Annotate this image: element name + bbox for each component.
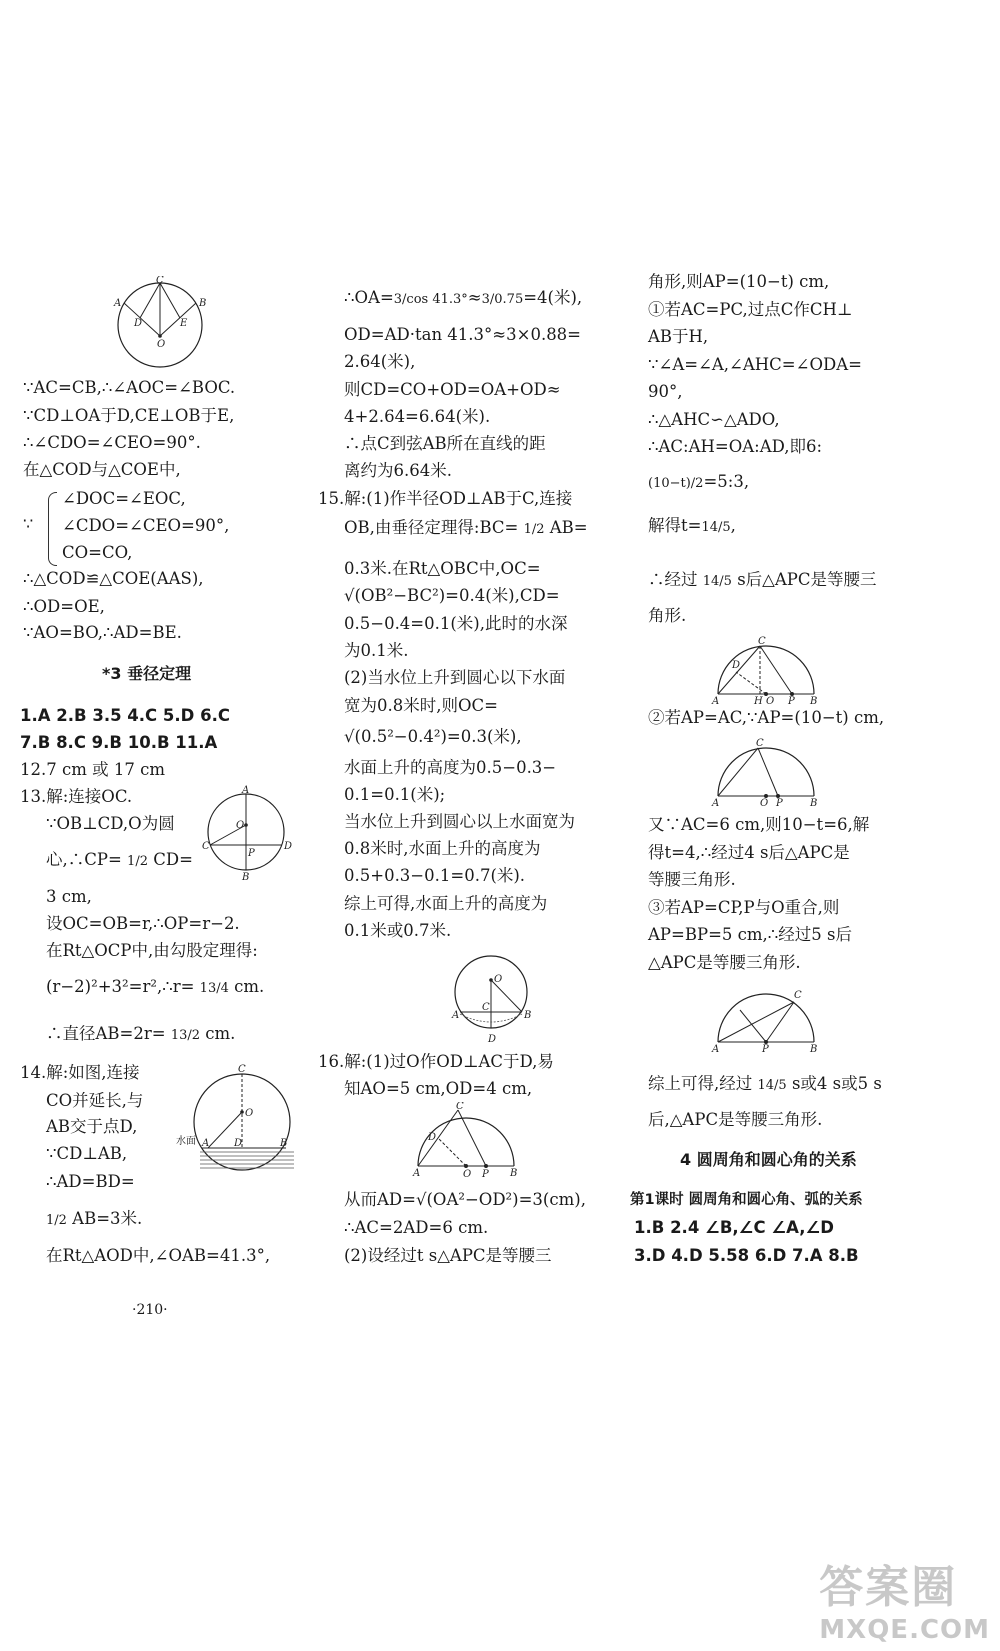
- watermark-logo: 答案圈 MXQE.COM: [819, 1562, 990, 1645]
- c3-line1: 角形,则AP=(10−t) cm,: [648, 272, 830, 291]
- svg-text:A: A: [413, 1168, 421, 1178]
- q13-line5: 设OC=OB=r,∴OP=r−2.: [46, 914, 240, 933]
- q16-line4: ∴AC=2AD=6 cm.: [344, 1218, 489, 1237]
- svg-text:O: O: [236, 820, 245, 831]
- svg-text:A: A: [712, 696, 720, 704]
- answers-row1: 1.A 2.B 3.5 4.C 5.D 6.C: [20, 706, 230, 725]
- svg-text:C: C: [156, 276, 164, 286]
- c1-line9: ∴OD=OE,: [23, 597, 105, 616]
- c3-line11: 角形.: [648, 606, 687, 625]
- q16-line5: (2)设经过t s△APC是等腰三: [344, 1246, 552, 1265]
- c3-line14: 得t=4,∴经过4 s后△APC是: [648, 843, 850, 862]
- svg-text:O: O: [494, 974, 503, 985]
- q15-line8: 宽为0.8米时,则OC=: [344, 696, 498, 715]
- svg-text:A: A: [242, 785, 250, 796]
- c2-line6: ∴点C到弦AB所在直线的距: [344, 434, 546, 453]
- q13-line6: 在Rt△OCP中,由勾股定理得:: [46, 941, 258, 960]
- q15-line13: 0.8米时,水面上升的高度为: [344, 839, 541, 858]
- figure-c3-case1: [710, 632, 830, 704]
- c3-line19: 综上可得,经过 14/5 s或4 s或5 s: [648, 1074, 882, 1093]
- c1-line8: ∴△COD≌△COE(AAS),: [23, 569, 204, 588]
- q16-line1: 16.解:(1)过O作OD⊥AC于D,易: [318, 1052, 554, 1071]
- svg-text:B: B: [510, 1168, 518, 1178]
- answers-row3: 12.7 cm 或 17 cm: [20, 760, 165, 779]
- c3-line6: ∴△AHC∽△ADO,: [648, 410, 780, 429]
- figure-c3-case2: [710, 734, 830, 806]
- c2-line7: 离约为6.64米.: [344, 461, 452, 480]
- page-number: ·210·: [132, 1302, 168, 1318]
- svg-text:C: C: [238, 1064, 246, 1075]
- q13-line8: ∴直径AB=2r= 13/2 cm.: [46, 1024, 236, 1043]
- svg-text:P: P: [788, 696, 795, 704]
- q15-line14: 0.5+0.3−0.1=0.7(米).: [344, 866, 526, 885]
- svg-text:D: D: [428, 1132, 437, 1143]
- q14-line6: 1/2 AB=3米.: [46, 1209, 143, 1228]
- svg-text:B: B: [810, 1044, 818, 1052]
- svg-text:O: O: [245, 1108, 254, 1119]
- q14-line1: 14.解:如图,连接: [20, 1063, 140, 1082]
- c3-line8: (10−t)/2=5:3,: [648, 472, 750, 491]
- c3-answers-row1: 1.B 2.4 ∠B,∠C ∠A,∠D: [634, 1218, 834, 1237]
- q15-line16: 0.1米或0.7米.: [344, 921, 452, 940]
- svg-text:A: A: [202, 1138, 210, 1149]
- q15-line12: 当水位上升到圆心以上水面宽为: [344, 812, 575, 831]
- svg-text:H: H: [754, 696, 763, 704]
- figure-q16-semicircle: [412, 1102, 522, 1178]
- q15-line2: OB,由垂径定理得:BC= 1/2 AB=: [344, 518, 588, 537]
- brace-left: [48, 492, 57, 566]
- figure-q15-circle: [446, 950, 536, 1045]
- svg-text:D: D: [488, 1034, 497, 1045]
- c1-line7: CO=CO,: [62, 543, 133, 562]
- svg-text:C: C: [456, 1102, 464, 1112]
- c3-line12: ②若AP=AC,∵AP=(10−t) cm,: [648, 708, 885, 727]
- c1-line1: ∵AC=CB,∴∠AOC=∠BOC.: [23, 378, 236, 397]
- c3-line2: ①若AC=PC,过点C作CH⊥: [648, 300, 853, 319]
- q16-line3: 从而AD=√(OA²−OD²)=3(cm),: [344, 1190, 586, 1209]
- svg-text:P: P: [482, 1169, 489, 1178]
- svg-text:O: O: [157, 339, 166, 350]
- q15-line6: 为0.1米.: [344, 641, 409, 660]
- q15-line9: √(0.5²−0.4²)=0.3(米),: [344, 727, 522, 746]
- lesson-1-title: 第1课时 圆周角和圆心角、弧的关系: [630, 1192, 863, 1208]
- q14-line4: ∵CD⊥AB,: [46, 1144, 128, 1163]
- svg-text:A: A: [452, 1010, 460, 1021]
- c1-line3: ∴∠CDO=∠CEO=90°.: [23, 433, 201, 452]
- c3-line16: ③若AP=CP,P与O重合,则: [648, 898, 840, 917]
- figure-circle-cde: [110, 276, 220, 371]
- water-label: 水面: [176, 1136, 196, 1147]
- c3-line20: 后,△APC是等腰三角形.: [648, 1110, 823, 1129]
- svg-text:C: C: [482, 1002, 490, 1013]
- c1-line4: 在△COD与△COE中,: [23, 460, 181, 479]
- c3-line10: ∴经过 14/5 s后△APC是等腰三: [648, 570, 877, 589]
- svg-text:A: A: [712, 1044, 720, 1052]
- svg-text:A: A: [114, 298, 122, 309]
- c3-line17: AP=BP=5 cm,∴经过5 s后: [648, 925, 852, 944]
- svg-text:B: B: [199, 298, 207, 309]
- svg-text:O: O: [766, 696, 775, 704]
- c3-line5: 90°,: [648, 382, 683, 401]
- svg-text:P: P: [776, 798, 783, 806]
- q15-line7: (2)当水位上升到圆心以下水面: [344, 668, 566, 687]
- c2-line4: 则CD=CO+OD=OA+OD≈: [344, 380, 561, 399]
- q13-line3: 心,∴CP= 1/2 CD=: [46, 850, 193, 869]
- c3-line15: 等腰三角形.: [648, 870, 736, 889]
- svg-text:D: D: [234, 1138, 243, 1149]
- svg-text:C: C: [758, 636, 766, 647]
- q15-line3: 0.3米.在Rt△OBC中,OC=: [344, 559, 541, 578]
- c3-line18: △APC是等腰三角形.: [648, 953, 801, 972]
- brace-because: ∵: [23, 514, 34, 533]
- svg-text:B: B: [280, 1138, 288, 1149]
- c1-line10: ∵AO=BO,∴AD=BE.: [23, 623, 182, 642]
- q15-line10: 水面上升的高度为0.5−0.3−: [344, 758, 557, 777]
- svg-text:C: C: [202, 841, 210, 852]
- c1-line6: ∠CDO=∠CEO=90°,: [62, 516, 230, 535]
- figure-q14-water: [176, 1060, 296, 1180]
- c3-line7: ∴AC:AH=OA:AD,即6:: [648, 437, 823, 456]
- q15-line15: 综上可得,水面上升的高度为: [344, 894, 548, 913]
- c1-line5: ∠DOC=∠EOC,: [62, 489, 186, 508]
- c3-line13: 又∵AC=6 cm,则10−t=6,解: [648, 815, 870, 834]
- c3-answers-row2: 3.D 4.D 5.58 6.D 7.A 8.B: [634, 1246, 859, 1265]
- q15-line11: 0.1=0.1(米);: [344, 785, 446, 804]
- svg-text:B: B: [524, 1010, 532, 1021]
- q15-line4: √(OB²−BC²)=0.4(米),CD=: [344, 586, 560, 605]
- c3-line3: AB于H,: [648, 327, 709, 346]
- section-4-title: 4 圆周角和圆心角的关系: [680, 1150, 857, 1169]
- c2-line2: OD=AD·tan 41.3°≈3×0.88=: [344, 325, 582, 344]
- c3-line9: 解得t=14/5,: [648, 516, 736, 535]
- q13-line2: ∵OB⊥CD,O为圆: [46, 814, 175, 833]
- figure-q13-circle: [200, 785, 300, 880]
- q14-line5: ∴AD=BD=: [46, 1172, 135, 1191]
- q14-line7: 在Rt△AOD中,∠OAB=41.3°,: [46, 1246, 271, 1265]
- svg-text:P: P: [248, 848, 255, 859]
- svg-text:D: D: [134, 318, 143, 329]
- answers-row2: 7.B 8.C 9.B 10.B 11.A: [20, 733, 218, 752]
- svg-text:A: A: [712, 798, 720, 806]
- q14-line3: AB交于点D,: [46, 1117, 138, 1136]
- svg-text:O: O: [760, 798, 769, 806]
- q13-line7: (r−2)²+3²=r²,∴r= 13/4 cm.: [46, 977, 265, 996]
- svg-text:B: B: [810, 696, 818, 704]
- q15-line1: 15.解:(1)作半径OD⊥AB于C,连接: [318, 489, 573, 508]
- svg-text:D: D: [732, 660, 741, 671]
- c2-line5: 4+2.64=6.64(米).: [344, 407, 491, 426]
- svg-text:O: O: [463, 1169, 472, 1178]
- svg-text:C: C: [794, 990, 802, 1001]
- q14-line2: CO并延长,与: [46, 1091, 144, 1110]
- svg-text:D: D: [284, 841, 293, 852]
- q15-line5: 0.5−0.4=0.1(米),此时的水深: [344, 614, 568, 633]
- svg-text:B: B: [810, 798, 818, 806]
- q13-line4: 3 cm,: [46, 887, 92, 906]
- q16-line2: 知AO=5 cm,OD=4 cm,: [344, 1079, 533, 1098]
- q13-line1: 13.解:连接OC.: [20, 787, 133, 806]
- section-3-title: *3 垂径定理: [102, 664, 192, 683]
- svg-text:B: B: [242, 872, 250, 880]
- c1-line2: ∵CD⊥OA于D,CE⊥OB于E,: [23, 406, 235, 425]
- c2-line3: 2.64(米),: [344, 352, 416, 371]
- c2-line1: ∴OA=3/cos 41.3°≈3/0.75=4(米),: [344, 288, 583, 307]
- figure-c3-case3: [710, 980, 830, 1052]
- c3-line4: ∵∠A=∠A,∠AHC=∠ODA=: [648, 355, 862, 374]
- svg-text:C: C: [756, 738, 764, 749]
- svg-text:P: P: [762, 1044, 769, 1052]
- svg-text:E: E: [180, 318, 188, 329]
